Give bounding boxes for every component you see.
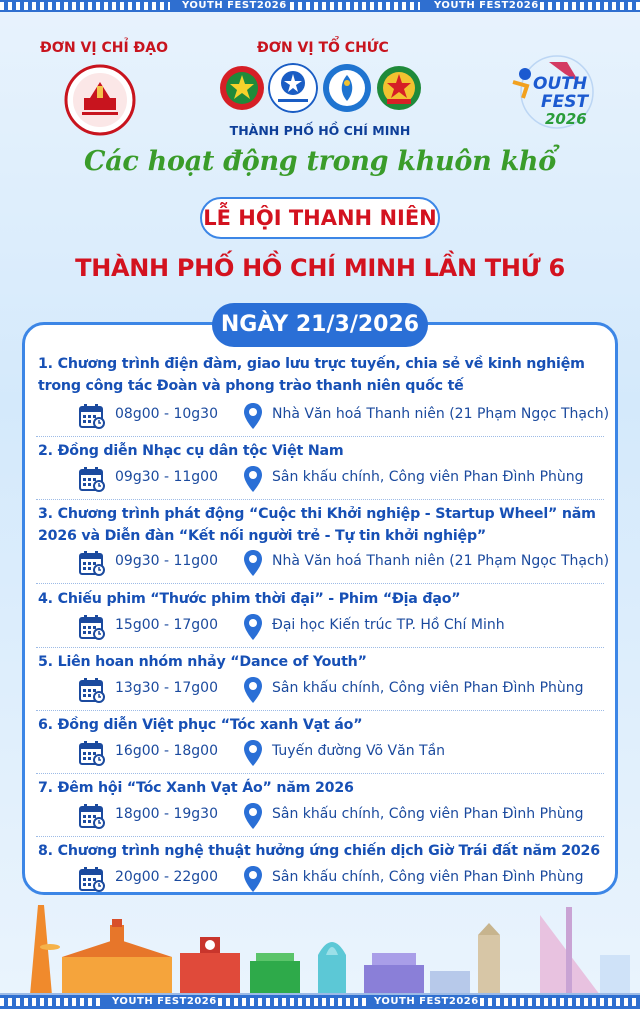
top-banner-strip <box>0 0 640 12</box>
bitexco-tower-icon <box>30 905 52 995</box>
event-time: 09g30 - 11g00 <box>115 469 218 485</box>
event-details <box>78 402 608 432</box>
event-location: Sân khấu chính, Công viên Phan Đình Phùng <box>272 680 584 696</box>
tower-building-icon <box>478 935 500 995</box>
student-association-logo <box>322 63 372 113</box>
map-pin-icon <box>243 613 263 641</box>
map-pin-icon <box>243 549 263 577</box>
event-details <box>78 613 608 643</box>
stripe-pattern <box>0 998 100 1006</box>
event-title: 1. Chương trình điện đàm, giao lưu trực tuyến, chia sẻ về kinh nghiệm trong công tác Đoàn và phong trào thanh niên quốc tế <box>38 356 585 394</box>
calendar-icon <box>78 739 106 767</box>
calendar-icon <box>78 465 106 493</box>
calendar-icon <box>78 549 106 577</box>
event-location: Tuyến đường Võ Văn Tần <box>272 743 446 759</box>
map-pin-icon <box>243 739 263 767</box>
youth-union-logo <box>219 65 265 111</box>
event-time: 16g00 - 18g00 <box>115 743 218 759</box>
event-location: Nhà Văn hoá Thanh niên (21 Phạm Ngọc Thạch) <box>272 553 610 569</box>
organizing-unit-label: ĐƠN VỊ TỔ CHỨC <box>257 40 389 56</box>
stripe-pattern <box>540 2 640 10</box>
map-pin-icon <box>243 465 263 493</box>
map-pin-icon <box>243 865 263 893</box>
event-title: 4. Chiếu phim “Thước phim thời đại” - Phim “Địa đạo” <box>38 591 461 607</box>
event-details <box>78 802 608 832</box>
youth-fest-logo <box>505 52 605 130</box>
ben-thanh-market-icon <box>180 953 240 995</box>
event-time: 08g00 - 10g30 <box>115 406 218 422</box>
divider <box>36 647 604 648</box>
youth-association-logo <box>268 63 318 113</box>
event-time: 20g00 - 22g00 <box>115 869 218 885</box>
stripe-pattern <box>480 998 640 1006</box>
event-time: 18g00 - 19g30 <box>115 806 218 822</box>
city-hall-icon <box>62 957 172 995</box>
calendar-icon <box>78 613 106 641</box>
event-title: 8. Chương trình nghệ thuật hưởng ứng chiến dịch Giờ Trái đất năm 2026 <box>38 843 600 859</box>
strip-text: YOUTH FEST2026 <box>374 996 479 1007</box>
bottom-banner-strip <box>0 995 640 1009</box>
map-pin-icon <box>243 802 263 830</box>
calendar-icon <box>78 676 106 704</box>
event-time: 15g00 - 17g00 <box>115 617 218 633</box>
event-location: Sân khấu chính, Công viên Phan Đình Phùng <box>272 869 584 885</box>
activities-intro-title: Các hoạt động trong khuôn khổ <box>84 146 556 177</box>
event-location: Sân khấu chính, Công viên Phan Đình Phùng <box>272 469 584 485</box>
event-date-badge: NGÀY 21/3/2026 <box>212 303 428 347</box>
festival-edition-title: THÀNH PHỐ HỒ CHÍ MINH LẦN THỨ 6 <box>75 254 565 282</box>
event-location: Đại học Kiến trúc TP. Hồ Chí Minh <box>272 617 505 633</box>
youth-fest-year: 2026 <box>545 110 587 128</box>
directing-unit-label: ĐƠN VỊ CHỈ ĐẠO <box>40 40 169 56</box>
map-pin-icon <box>243 676 263 704</box>
organizer-city: THÀNH PHỐ HỒ CHÍ MINH <box>229 123 411 138</box>
event-title: 2. Đồng diễn Nhạc cụ dân tộc Việt Nam <box>38 443 344 459</box>
divider <box>36 436 604 437</box>
event-location: Nhà Văn hoá Thanh niên (21 Phạm Ngọc Thạch) <box>272 406 610 422</box>
divider <box>36 583 604 584</box>
event-time: 09g30 - 11g00 <box>115 553 218 569</box>
event-location: Sân khấu chính, Công viên Phan Đình Phùng <box>272 806 584 822</box>
event-details <box>78 865 608 895</box>
pioneer-organization-logo <box>376 65 422 111</box>
strip-text: YOUTH FEST2026 <box>112 996 217 1007</box>
calendar-icon <box>78 802 106 830</box>
stripe-pattern <box>218 998 368 1006</box>
youth-fest-line1: OUTH <box>533 74 588 94</box>
event-title: 3. Chương trình phát động “Cuộc thi Khởi nghiệp - Startup Wheel” năm 2026 và Diễn đàn “Kết nối người trẻ - Tự tin khởi nghiệp” <box>38 506 596 544</box>
strip-text: YOUTH FEST2026 <box>434 0 539 11</box>
stripe-pattern <box>290 2 420 10</box>
map-pin-icon <box>243 402 263 430</box>
theater-building-icon <box>364 965 424 995</box>
calendar-icon <box>78 402 106 430</box>
city-skyline-illustration <box>0 895 640 995</box>
event-time: 13g30 - 17g00 <box>115 680 218 696</box>
divider <box>36 836 604 837</box>
divider <box>36 710 604 711</box>
event-details <box>78 465 608 495</box>
festival-name-banner: LỄ HỘI THANH NIÊN <box>200 197 440 239</box>
event-title: 5. Liên hoan nhóm nhảy “Dance of Youth” <box>38 654 367 670</box>
event-details <box>78 676 608 706</box>
event-details <box>78 739 608 769</box>
calendar-icon <box>78 865 106 893</box>
youth-fest-line2: FEST <box>541 92 589 112</box>
event-title: 6. Đồng diễn Việt phục “Tóc xanh Vạt áo” <box>38 717 363 733</box>
divider <box>36 773 604 774</box>
strip-text: YOUTH FEST2026 <box>182 0 287 11</box>
stripe-pattern <box>0 2 170 10</box>
event-title: 7. Đêm hội “Tóc Xanh Vạt Áo” năm 2026 <box>38 780 354 796</box>
divider <box>36 499 604 500</box>
event-details <box>78 549 608 579</box>
park-building-icon <box>250 961 300 995</box>
